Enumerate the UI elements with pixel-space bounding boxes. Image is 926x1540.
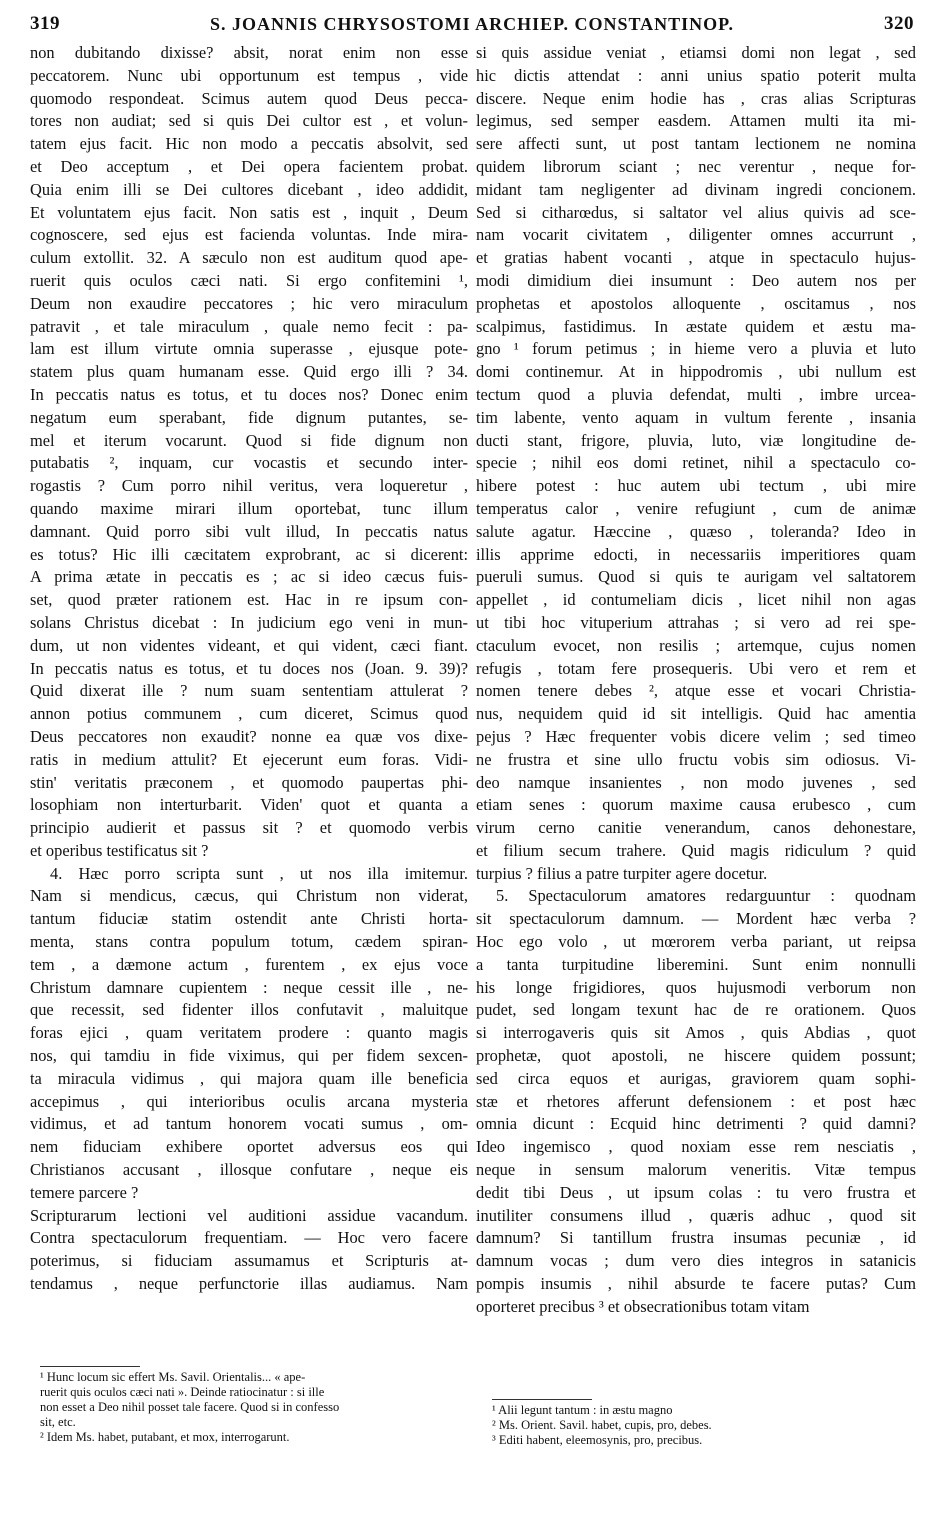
- text-line: nos, qui tamdiu in fide viximus, qui per fidem sexcen-: [30, 1046, 468, 1066]
- text-line: neque in sensum malorum veneritis. Vitæ tempus: [476, 1160, 916, 1180]
- text-line: Quid dixerat ille ? num suam sententiam attulerat ?: [30, 681, 468, 701]
- text-line: et gratias habent vocanti , atque in spectaculo hujus-: [476, 248, 916, 268]
- text-line: poterimus, si fiduciam assumamus et Scripturis at-: [30, 1251, 468, 1271]
- text-line: temere parcere ?: [30, 1182, 139, 1202]
- text-line: tores non audiat; sed si quis Dei cultor est , et volun-: [30, 111, 468, 131]
- text-line: pompis insumis , nihil absurde te facere putas? Cum: [476, 1274, 916, 1294]
- text-line: Ideo ingemisco , quod noxiam esse rem nesciatis ,: [476, 1137, 916, 1157]
- text-line: et operibus testificatus sit ?: [30, 840, 209, 860]
- text-line: putabatis ², inquam, cur vocastis et secundo inter-: [30, 453, 468, 473]
- text-line: losophiam non interturbarit. Viden' quot et quanta a: [30, 795, 468, 815]
- text-line: tectum quod a pluvia defendat, multi , imbre urcea-: [476, 384, 916, 404]
- text-line: modi dimidium diei insumunt : Deo autem nos per: [476, 270, 916, 290]
- text-line: deo namque insanientes , non modo juvenes , sed: [476, 772, 916, 792]
- running-header: [30, 10, 914, 38]
- text-line: tim labente, vento aquam in vultum ferente , insania: [476, 407, 916, 427]
- text-line: Hoc ego volo , ut mœrorem verba pariant, ut reipsa: [476, 932, 916, 952]
- text-line: ratis in medium attulit? Et ejecerunt eum foras. Vidi-: [30, 749, 468, 769]
- text-line: principio audierit et passus sit ? et quomodo verbis: [30, 818, 468, 838]
- text-line: quidem librorum sciant ; nec verentur , neque for-: [476, 156, 916, 176]
- footnote-line: sit, etc.: [40, 1415, 76, 1429]
- text-line: hibere potest : huc autem ubi tectum , ubi mire: [476, 476, 916, 496]
- text-line: tantum fiduciæ statim ostendit ante Christi horta-: [30, 909, 468, 929]
- text-line: In peccatis natus es totus, et tu doces nos (Joan. 9. 39)?: [30, 658, 468, 678]
- footnote-line: non esset a Deo nihil posset tale facere. Quod si in confesso: [40, 1400, 340, 1414]
- text-line: a tanta turpitudine liberemini. Sunt enim nonnulli: [476, 954, 916, 974]
- text-line: ta miracula vidimus , qui majora quam ille beneficia: [30, 1068, 468, 1088]
- text-line: prophetæ, quot apostoli, ne hiscere quidem possunt;: [476, 1046, 916, 1066]
- text-line: etiam senes : quorum maxime causa erubesco , cum: [476, 795, 916, 815]
- text-line: turpius ? filius a patre turpiter agere docetur.: [476, 863, 768, 883]
- text-line: annon potius communem , cum diceret, Scimus quod: [30, 704, 468, 724]
- footnote-rule-left: [40, 1366, 140, 1367]
- text-line: lam est illum virtute omnia superasse , ejusque pote-: [30, 339, 468, 359]
- text-line: discere. Neque enim hodie has , cras alias Scripturas: [476, 88, 916, 108]
- text-line: 5. Spectaculorum amatores redarguuntur : quodnam: [496, 886, 916, 906]
- page-number-left: 319: [30, 13, 60, 34]
- text-line: Christianos accusant , illosque confutare , neque eis: [30, 1160, 468, 1180]
- text-line: sit spectaculorum damnum. — Mordent hæc verba ?: [476, 909, 916, 929]
- text-line: foras ejici , quam veritatem prodere : quanto magis: [30, 1023, 468, 1043]
- text-line: si quis assidue veniat , etiamsi domi non legat , sed: [476, 43, 916, 62]
- text-line: sere affecti sunt, ut post tantam lectionem ne nomina: [476, 134, 916, 154]
- text-line: oporteret precibus ³ et obsecrationibus totam vitam: [476, 1296, 810, 1316]
- text-line: Scripturarum lectioni vel auditioni assidue vacandum.: [30, 1205, 468, 1225]
- text-line: quomodo respondeat. Scimus autem quod Deus pecca-: [30, 88, 468, 108]
- left-footnotes: [40, 1370, 460, 1445]
- page-number-right: 320: [883, 13, 914, 34]
- text-line: culum extollit. 32. A sæculo non est auditum quod ape-: [30, 248, 468, 268]
- running-title: S. JOANNIS CHRYSOSTOMI ARCHIEP. CONSTANTINOP.: [210, 13, 734, 34]
- text-line: quando maxime mirari illum oportebat, tunc illum: [30, 498, 468, 518]
- text-line: inutiliter consumens illud , quæris adhuc , quod sit: [476, 1205, 916, 1225]
- text-line: patravit , et tale miraculum , quale nemo fecit : pa-: [30, 316, 468, 336]
- text-line: mel et iterum vocarunt. Quod si fide dignum non: [30, 430, 468, 450]
- text-line: tem , a dæmone actum , furentem , ex ejus voce: [30, 954, 468, 974]
- text-line: et filium secum trahere. Quid magis ridiculum ? quid: [476, 840, 916, 860]
- text-line: es totus? Hic illi cæcitatem exprobrant, ac si dicerent:: [30, 544, 468, 564]
- text-line: pejus ? Hæc frequenter vobis dicere velim ; sed timeo: [476, 726, 916, 746]
- text-line: his longe frigidiores, quos hujusmodi verborum non: [476, 977, 916, 997]
- text-line: accepimus , qui interioribus oculis arcana mysteria: [30, 1091, 468, 1111]
- footnote-rule-right: [492, 1399, 592, 1400]
- text-line: appellet , id contumeliam dicis , licet nihil non agas: [476, 590, 916, 610]
- text-line: Quia enim illi se Dei cultores dicebant , ideo addidit,: [30, 179, 468, 199]
- text-line: ctaculum evocet, non resilis ; artemque, cujus nomen: [476, 635, 916, 655]
- text-line: hic dictis attendat : anni unius spatio poterit multa: [476, 65, 916, 85]
- text-line: ruerit quis oculos cæci nati. Si ergo confitemini ¹,: [30, 270, 468, 290]
- text-line: nem fiduciam exhibere oportet adversus eos qui: [30, 1137, 468, 1157]
- text-line: stin' veritatis præconem , et quomodo paupertas phi-: [30, 772, 468, 792]
- text-line: dedit tibi Deus , ut ipsum colas : tu vero frustra et: [476, 1182, 916, 1202]
- right-column: [476, 42, 916, 1319]
- text-line: rogastis ? Cum porro nihil veritus, vera loqueretur ,: [30, 476, 468, 496]
- text-line: set, quod præter rationem est. Hac in re ipsum con-: [30, 590, 468, 610]
- text-line: tendamus , neque perfunctorie illas audiamus. Nam: [30, 1274, 468, 1294]
- footnote-line: ¹ Hunc locum sic effert Ms. Savil. Orientalis... « ape-: [40, 1370, 306, 1384]
- text-line: ne frustra et sine ullo fructu vobis sim odiosus. Vi-: [476, 749, 916, 769]
- text-line: damnum vocas ; dum vero dies integros in satanicis: [476, 1251, 916, 1271]
- text-line: peccatorem. Nunc ubi opportunum est tempus , vide: [30, 65, 468, 85]
- footnote-line: ³ Editi habent, eleemosynis, pro, precibus.: [492, 1433, 703, 1447]
- text-line: refugis , totam fere prosequeris. Ubi vero et rem et: [476, 658, 916, 678]
- text-line: Nam si mendicus, cæcus, qui Christum non viderat,: [30, 886, 468, 906]
- text-line: stæ et rhetores afferunt defensionem : et post hæc: [476, 1091, 916, 1111]
- text-line: nomen tenere debes ², atque esse et vocari Christia-: [476, 681, 916, 701]
- text-line: scalpimus, fastidimus. In æstate quidem et æstu ma-: [476, 316, 916, 336]
- text-line: Sed si citharœdus, si saltator vel alius quivis ad sce-: [476, 202, 916, 222]
- text-line: Deum non exaudire peccatores ; hic vero miraculum: [30, 293, 468, 313]
- text-line: pudet, sed longam texunt hac de re orationem. Quos: [476, 1000, 916, 1020]
- text-line: gno ¹ forum petimus ; in hieme vero a pluvia et luto: [476, 339, 916, 359]
- text-line: dum, ut non videntes videant, et qui vident, cæci fiant.: [30, 635, 468, 655]
- text-line: cognoscere, sed ejus est facienda voluntas. Inde mira-: [30, 225, 468, 245]
- text-line: specie ; nihil eos domi retinet, nihil a spectaculo co-: [476, 453, 916, 473]
- text-line: omnia dicunt : Ecquid hinc detrimenti ? quid damni?: [476, 1114, 916, 1134]
- text-line: nam vocarit civitatem , diligenter omnes accurrunt ,: [476, 225, 916, 245]
- text-line: 4. Hæc porro scripta sunt , ut nos illa imitemur.: [50, 863, 468, 883]
- text-line: sed circa equos et aurigas, graviorem quam sophi-: [476, 1068, 916, 1088]
- text-line: Christum damnare cupientem : neque cessit ille , ne-: [30, 977, 468, 997]
- footnote-line: ² Idem Ms. habet, putabant, et mox, interrogarunt.: [40, 1430, 290, 1444]
- text-line: Contra spectaculorum frequentiam. — Hoc vero facere: [30, 1228, 468, 1248]
- text-line: pueruli sumus. Quod si quis te aurigam vel saltatorem: [476, 567, 916, 587]
- text-line: si interrogaveris quis sit Amos , quis Abdias , quot: [476, 1023, 916, 1043]
- text-line: illis apprime edocti, in necessariis imperitiores quam: [476, 544, 916, 564]
- text-line: In peccatis natus es totus, et tu doces nos? Donec enim: [30, 384, 468, 404]
- text-line: domi continemur. At in hippodromis , ubi nullum est: [476, 362, 916, 382]
- text-line: negatum eum sperabant, fide dignum putantes, se-: [30, 407, 468, 427]
- text-line: statem plus quam humanam esse. Quid ergo illi ? 34.: [30, 362, 468, 382]
- text-line: que recessit, sed fidenter illos confutavit , maluitque: [30, 1000, 468, 1020]
- text-line: menta, stans contra populum totum, cædem spiran-: [30, 932, 468, 952]
- text-line: legimus, sed semper easdem. Attamen multi ita mi-: [476, 111, 916, 131]
- text-line: et Deo acceptum , et Dei opera facientem probat.: [30, 156, 468, 176]
- text-line: Et voluntatem ejus facit. Non satis est , inquit , Deum: [30, 202, 468, 222]
- text-line: Deus peccatores non exaudit? nonne ea quæ vos dixe-: [30, 726, 468, 746]
- text-line: A prima ætate in peccatis es ; ac si ideo cæcus fuis-: [30, 567, 468, 587]
- text-line: damnum? Si tantillum frustra insumas pecuniæ , id: [476, 1228, 916, 1248]
- footnote-line: ruerit quis oculos cæci nati ». Deinde ratiocinatur : si ille: [40, 1385, 325, 1399]
- text-line: temperatus calor , venire refugiunt , cum de animæ: [476, 498, 916, 518]
- footnote-line: ² Ms. Orient. Savil. habet, cupis, pro, debes.: [492, 1418, 712, 1432]
- text-line: prophetas et apostolos alloquente , oscitamus , nos: [476, 293, 916, 313]
- text-line: vidimus, et ad tantum honorem vocati sumus , om-: [30, 1114, 468, 1134]
- footnote-line: ¹ Alii legunt tantum : in æstu magno: [492, 1403, 673, 1417]
- text-line: nus, nequidem quid id sit intelligis. Quid hac amentia: [476, 704, 916, 724]
- text-line: tatem ejus facit. Hic non modo a peccatis absolvit, sed: [30, 134, 468, 154]
- text-line: solans Christus dicebat : In judicium ego veni in mun-: [30, 612, 468, 632]
- left-column: [30, 42, 468, 1296]
- text-line: midant tam negligenter ad divinam ingredi concionem.: [476, 179, 916, 199]
- text-line: damnant. Quid porro sibi vult illud, In peccatis natus: [30, 521, 468, 541]
- text-line: non dubitando dixisse? absit, norat enim non esse: [30, 43, 468, 62]
- text-line: salute agatur. Hæccine , quæso , toleranda? Ideo in: [476, 521, 916, 541]
- text-line: ducti stant, frigore, pluvia, luto, viæ longitudine de-: [476, 430, 916, 450]
- text-line: ut tibi hoc vituperium attrahas ; si vero ad rei spe-: [476, 612, 916, 632]
- text-line: virum cerno canitie venerandum, canos dehonestare,: [476, 818, 916, 838]
- right-footnotes: [492, 1403, 912, 1448]
